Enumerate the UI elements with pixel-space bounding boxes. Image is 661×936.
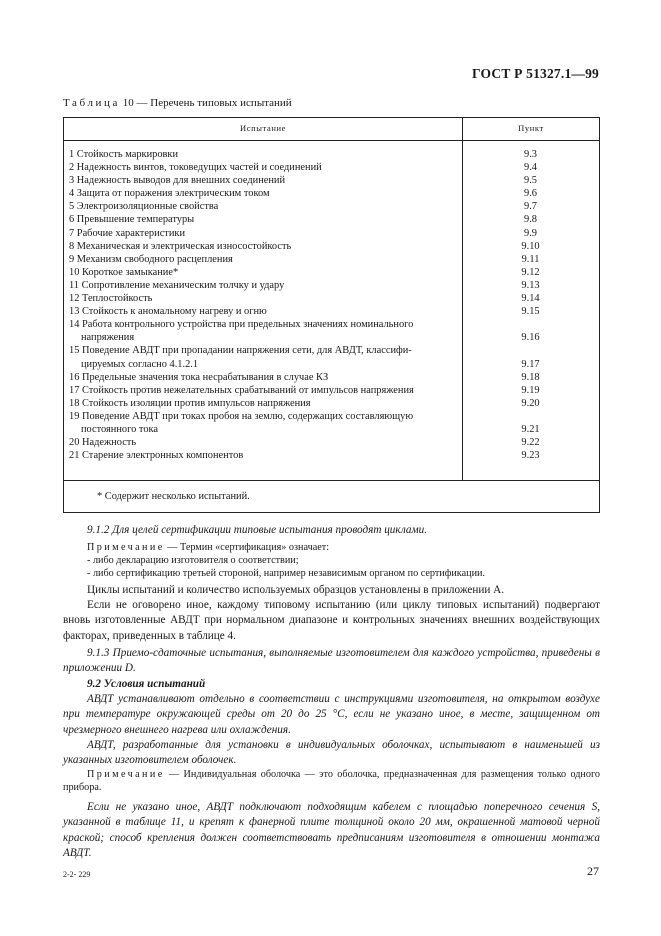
- clause-number: 9.14: [521, 293, 540, 305]
- test-name: [64, 227, 462, 240]
- table-row: [64, 384, 599, 397]
- footer-code: 2-2- 229: [63, 870, 91, 879]
- clause-number: 9.21: [521, 423, 540, 435]
- table-row: [64, 266, 599, 279]
- clause-number: 9.18: [521, 371, 540, 383]
- test-name-line: 20 Надежность: [69, 437, 137, 449]
- test-name-line: 5 Электроизоляционные свойства: [69, 201, 219, 213]
- table-row: [64, 344, 599, 370]
- note-label: Примечание: [87, 542, 165, 553]
- table-row: [64, 371, 599, 384]
- table-row: [64, 253, 599, 266]
- clause-number: 9.6: [524, 188, 537, 200]
- test-name-line: 13 Стойкость к аномальному нагреву и огню: [69, 306, 267, 318]
- test-name-line: 1 Стойкость маркировки: [69, 149, 179, 160]
- test-name-line: 17 Стойкость против нежелательных срабатываний от импульсов напряжения: [69, 384, 414, 396]
- test-name-line: 10 Короткое замыкание*: [69, 266, 179, 278]
- test-name: [64, 436, 462, 449]
- clause-number: 9.5: [524, 175, 537, 187]
- column-header-test: Испытание: [239, 123, 287, 133]
- test-name-line: 21 Старение электронных компонентов: [69, 450, 244, 462]
- test-name: [64, 344, 462, 370]
- table-row: [64, 397, 599, 410]
- test-name: [64, 410, 462, 436]
- table-row: [64, 213, 599, 226]
- table-row: [64, 318, 599, 344]
- page-number: 27: [587, 864, 599, 878]
- paragraph-installation: АВДТ устанавливают отдельно в соответствии с инструкциями изготовителя, на открытом воздухе при температуре окружающей среды от 20 до 25 °С, если не указано иное, в месте, защищенном от чрезмерного внешнего нагрева или охлаждения.: [63, 693, 600, 736]
- table-row: [64, 449, 599, 462]
- note-enclosure: [63, 769, 600, 794]
- test-name: [64, 371, 462, 384]
- table-caption-title: 10 — Перечень типовых испытаний: [120, 97, 292, 109]
- clause-9-1-2: 9.1.2 Для целей сертификации типовые испытания проводят циклами.: [87, 524, 427, 536]
- section-heading-9-2: 9.2 Условия испытаний: [87, 678, 206, 690]
- standard-header: ГОСТ Р 51327.1—99: [472, 66, 599, 81]
- clause-9-1-3: 9.1.3 Приемо-сдаточные испытания, выполняемые изготовителем для каждого устройства, приведены в приложении D.: [63, 647, 600, 675]
- table-row: [64, 227, 599, 240]
- test-name-line: 2 Надежность винтов, токоведущих частей и соединений: [69, 162, 322, 174]
- test-name-line: 4 Защита от поражения электрическим током: [69, 188, 270, 200]
- table-caption: [63, 97, 292, 109]
- test-name: [64, 240, 462, 253]
- test-name: [64, 253, 462, 266]
- table-caption-prefix: Таблица: [63, 97, 120, 109]
- test-name: [64, 449, 462, 462]
- table-row: [64, 174, 599, 187]
- clause-number: 9.13: [521, 279, 540, 291]
- table-row: [64, 410, 599, 436]
- table-row: [64, 240, 599, 253]
- paragraph-cycles: Циклы испытаний и количество используемых образцов установлены в приложении А.: [87, 584, 505, 596]
- table-row: [64, 200, 599, 213]
- note-text: — Термин «сертификация» означает:: [164, 542, 330, 553]
- test-name: [64, 161, 462, 174]
- test-name: [64, 174, 462, 187]
- note-certification: [87, 542, 329, 555]
- table-row: [64, 305, 599, 318]
- tests-table: [63, 117, 600, 513]
- clause-number: 9.8: [524, 214, 537, 226]
- clause-number: 9.15: [521, 306, 540, 318]
- test-name: [64, 397, 462, 410]
- test-name: [64, 200, 462, 213]
- clause-number: 9.9: [524, 227, 537, 239]
- test-name: [64, 266, 462, 279]
- table-row: [64, 187, 599, 200]
- clause-number: 9.19: [521, 384, 540, 396]
- test-name: [64, 292, 462, 305]
- test-name-line: 8 Механическая и электрическая износостойкость: [69, 240, 292, 252]
- note-item-third-party: - либо сертификацию третьей стороной, например независимым органом по сертификации.: [87, 568, 486, 579]
- clause-number: 9.20: [521, 397, 540, 409]
- clause-number: 9.17: [521, 358, 540, 370]
- clause-number: 9.7: [524, 201, 537, 213]
- test-name-line: 14 Работа контрольного устройства при предельных значениях номинального: [69, 319, 414, 331]
- table-row: [64, 148, 599, 161]
- test-name: [64, 213, 462, 226]
- test-name: [64, 187, 462, 200]
- test-name-line: 12 Теплостойкость: [69, 293, 153, 305]
- note-text: — Индивидуальная оболочка — это оболочка, предназначенная для размещения только одного прибора.: [63, 769, 600, 793]
- column-header-clause: Пункт: [518, 123, 544, 133]
- table-row: [64, 292, 599, 305]
- note-item-declaration: - либо декларацию изготовителя о соответствии;: [87, 555, 299, 566]
- clause-number: 9.12: [521, 266, 540, 278]
- paragraph-unless-specified: Если не оговорено иное, каждому типовому испытанию (или циклу типовых испытаний) подвергают вновь изготовленные АВДТ при нормальном диапазоне и контрольных значениях внешних воздействующих факторах, приведенных в таблице 4.: [63, 599, 600, 642]
- test-name-line: 6 Превышение температуры: [69, 214, 195, 226]
- clause-number: 9.3: [524, 149, 537, 160]
- clause-number: 9.4: [524, 162, 537, 174]
- test-name-line: 18 Стойкость изоляции против импульсов напряжения: [69, 397, 311, 409]
- test-name-line: 9 Механизм свободного расцепления: [69, 253, 233, 265]
- test-name-line: 11 Сопротивление механическим толчку и удару: [69, 279, 285, 291]
- test-name-line: 19 Поведение АВДТ при токах пробоя на землю, содержащих составляющую: [69, 410, 414, 422]
- table-body: [64, 148, 599, 462]
- test-name: [64, 318, 462, 344]
- test-name-line: 3 Надежность выводов для внешних соединений: [69, 175, 286, 187]
- table-footnote: * Содержит несколько испытаний.: [97, 491, 250, 502]
- test-name: [64, 279, 462, 292]
- test-name-line: 15 Поведение АВДТ при пропадании напряжения сети, для АВДТ, классифи-: [69, 345, 412, 357]
- clause-number: 9.11: [521, 253, 540, 265]
- table-row: [64, 161, 599, 174]
- clause-number: 9.10: [521, 240, 540, 252]
- paragraph-enclosure: АВДТ, разработанные для установки в индивидуальных оболочках, испытывают в наименьшей из указанных изготовителем оболочек.: [63, 739, 600, 767]
- note-label: Примечание: [87, 769, 165, 780]
- test-name-continuation: напряжения: [81, 332, 135, 344]
- clause-number: 9.23: [521, 450, 540, 462]
- test-name-continuation: цируемых согласно 4.1.2.1: [81, 358, 199, 370]
- paragraph-cable: Если не указано иное, АВДТ подключают подходящим кабелем с площадью поперечного сечения S, указанной в таблице 11, и крепят к фанерной плите толщиной около 20 мм, окрашенной матовой черной краской; способ крепления должен соответствовать предписаниям изготовителя в отношении монтажа АВДТ.: [63, 801, 600, 860]
- test-name-continuation: постоянного тока: [81, 423, 159, 435]
- test-name: [64, 384, 462, 397]
- test-name: [64, 305, 462, 318]
- clause-number: 9.16: [521, 332, 540, 344]
- table-row: [64, 279, 599, 292]
- test-name: [64, 148, 462, 161]
- test-name-line: 7 Рабочие характеристики: [69, 227, 186, 239]
- table-row: [64, 436, 599, 449]
- test-name-line: 16 Предельные значения тока несрабатывания в случае КЗ: [69, 371, 329, 383]
- clause-number: 9.22: [521, 437, 540, 449]
